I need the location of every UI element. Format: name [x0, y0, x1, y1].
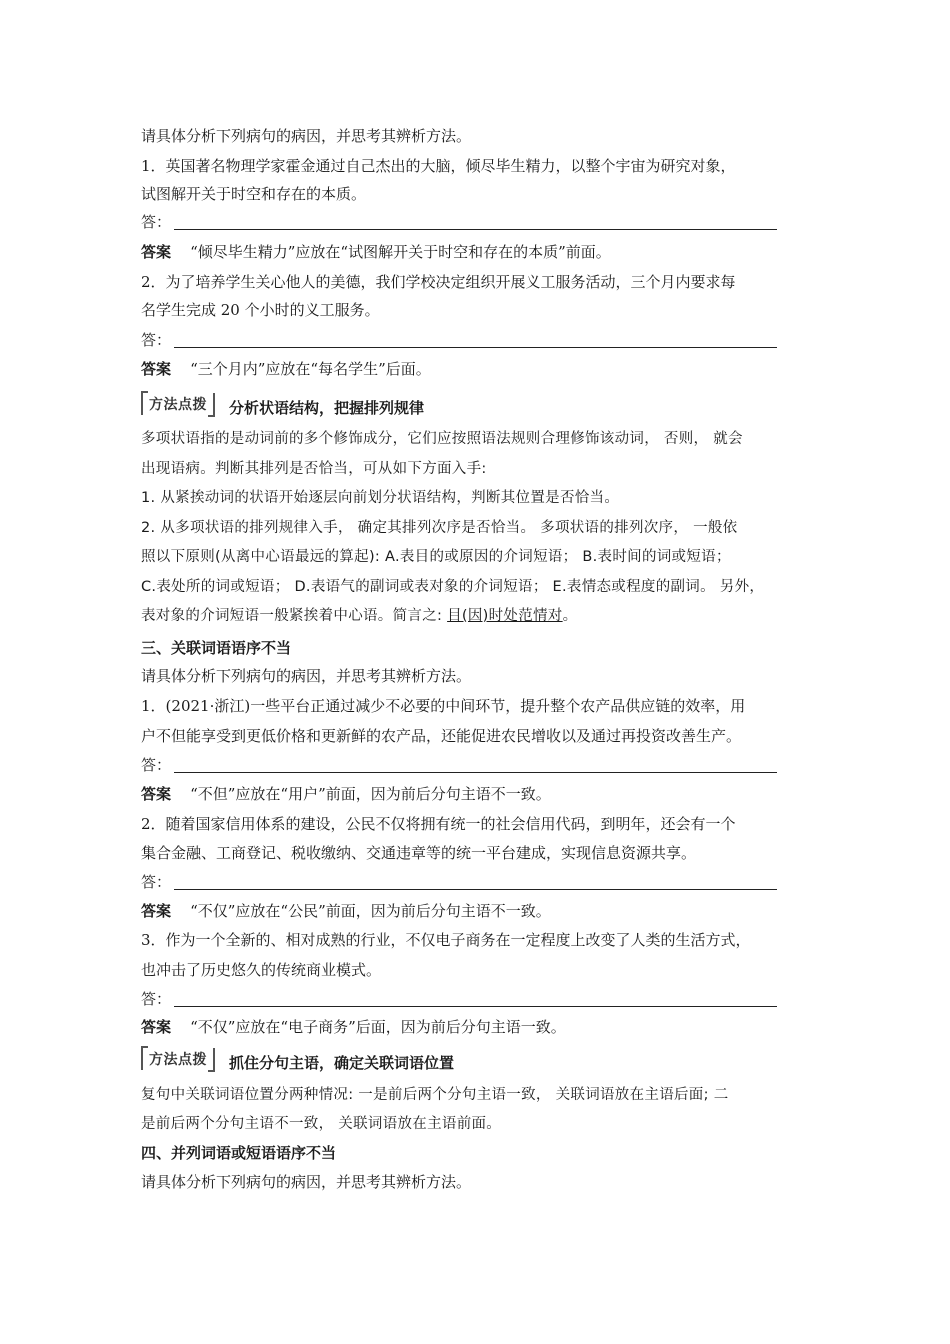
tip1-point-2-line: C.表处所的词或短语； D.表语气的副词或表对象的介词短语； E.表情态或程度的副词。 另外，: [141, 579, 765, 595]
answer-1: [141, 784, 551, 804]
answer-blank: [174, 1006, 777, 1007]
answer-2: [141, 359, 431, 379]
answer-blank: [174, 229, 777, 230]
tip1-paragraph-line: 出现语病。判断其排列是否恰当，可从如下方面入手:: [141, 461, 487, 477]
tip1-summary-end: 。: [562, 608, 578, 624]
answer-text: “不但”应放在“用户”前面，因为前后分句主语不一致。: [190, 785, 551, 803]
method-tip-badge: 方法点拨: [141, 394, 215, 414]
method-tip-2: [141, 1048, 454, 1070]
answer-label: 答案: [141, 360, 172, 378]
answer-text: “三个月内”应放在“每名学生”后面。: [190, 360, 431, 378]
answer-text: “倾尽毕生精力”应放在“试图解开关于时空和存在的本质”前面。: [190, 243, 611, 261]
answer-label: 答案: [141, 785, 172, 803]
method-tip-1: [141, 393, 424, 415]
answer-blank: [174, 889, 777, 890]
question-1-line-1: 1．(2021·浙江)一些平台正通过减少不必要的中间环节，提升整个农产品供应链的效率，用: [141, 697, 746, 715]
tip2-paragraph-line: 复句中关联词语位置分两种情况: 一是前后两个分句主语一致， 关联词语放在主语后面; 二: [141, 1087, 729, 1103]
answer-prompt: 答：: [141, 331, 172, 349]
answer-prompt: 答：: [141, 990, 172, 1008]
intro-text: 请具体分析下列病句的病因，并思考其辨析方法。: [141, 667, 472, 685]
intro-text: 请具体分析下列病句的病因，并思考其辨析方法。: [141, 1173, 472, 1191]
tip1-point-1: 1. 从紧挨动词的状语开始逐层向前划分状语结构，判断其位置是否恰当。: [141, 490, 620, 506]
method-tip-badge: 方法点拨: [141, 1049, 215, 1069]
question-1-line-2: 户不但能享受到更低价格和更新鲜的农产品，还能促进农民增收以及通过再投资改善生产。: [141, 727, 742, 745]
answer-prompt: 答：: [141, 213, 172, 231]
tip2-paragraph-line: 是前后两个分句主语不一致， 关联词语放在主语前面。: [141, 1116, 502, 1132]
question-2-line-1: 2．为了培养学生关心他人的美德，我们学校决定组织开展义工服务活动，三个月内要求每: [141, 273, 736, 291]
question-1-line-1: 1．英国著名物理学家霍金通过自己杰出的大脑，倾尽毕生精力，以整个宇宙为研究对象，: [141, 157, 736, 175]
answer-3: [141, 1017, 566, 1037]
question-2-line-2: 集合金融、工商登记、税收缴纳、交通违章等的统一平台建成，实现信息资源共享。: [141, 844, 697, 862]
question-3-line-1: 3．作为一个全新的、相对成熟的行业，不仅电子商务在一定程度上改变了人类的生活方式，: [141, 931, 751, 949]
question-2-line-1: 2．随着国家信用体系的建设，公民不仅将拥有统一的社会信用代码，到明年，还会有一个: [141, 815, 736, 833]
mnemonic-underlined: 目(因)时处范情对: [447, 608, 563, 624]
answer-2: [141, 901, 551, 921]
method-tip-title: 分析状语结构，把握排列规律: [229, 398, 425, 417]
answer-1: [141, 242, 611, 262]
answer-text: “不仅”应放在“公民”前面，因为前后分句主语不一致。: [190, 902, 551, 920]
answer-label: 答案: [141, 243, 172, 261]
question-1-line-2: 试图解开关于时空和存在的本质。: [141, 185, 367, 203]
answer-blank: [174, 347, 777, 348]
method-tip-title: 抓住分句主语，确定关联词语位置: [229, 1053, 455, 1072]
answer-blank: [174, 772, 777, 773]
answer-label: 答案: [141, 902, 172, 920]
answer-text: “不仅”应放在“电子商务”后面，因为前后分句主语一致。: [190, 1018, 566, 1036]
tip1-point-2-line: [141, 606, 577, 626]
section-3-heading: 三、关联词语语序不当: [141, 639, 292, 657]
tip1-point-2-line: 照以下原则(从离中心语最远的算起): A.表目的或原因的介词短语； B.表时间的词或短语；: [141, 549, 731, 565]
answer-prompt: 答：: [141, 756, 172, 774]
section-4-heading: 四、并列词语或短语语序不当: [141, 1144, 337, 1162]
tip1-point-2-line: 2. 从多项状语的排列规律入手， 确定其排列次序是否恰当。 多项状语的排列次序， 一般依: [141, 520, 738, 536]
answer-label: 答案: [141, 1018, 172, 1036]
question-2-line-2: 名学生完成 20 个小时的义工服务。: [141, 301, 380, 319]
question-3-line-2: 也冲击了历史悠久的传统商业模式。: [141, 961, 382, 979]
intro-text: 请具体分析下列病句的病因，并思考其辨析方法。: [141, 127, 472, 145]
tip1-summary-text: 表对象的介词短语一般紧挨着中心语。简言之:: [141, 608, 448, 624]
answer-prompt: 答：: [141, 873, 172, 891]
tip1-paragraph-line: 多项状语指的是动词前的多个修饰成分，它们应按照语法规则合理修饰该动词， 否则， 就会: [141, 431, 743, 447]
